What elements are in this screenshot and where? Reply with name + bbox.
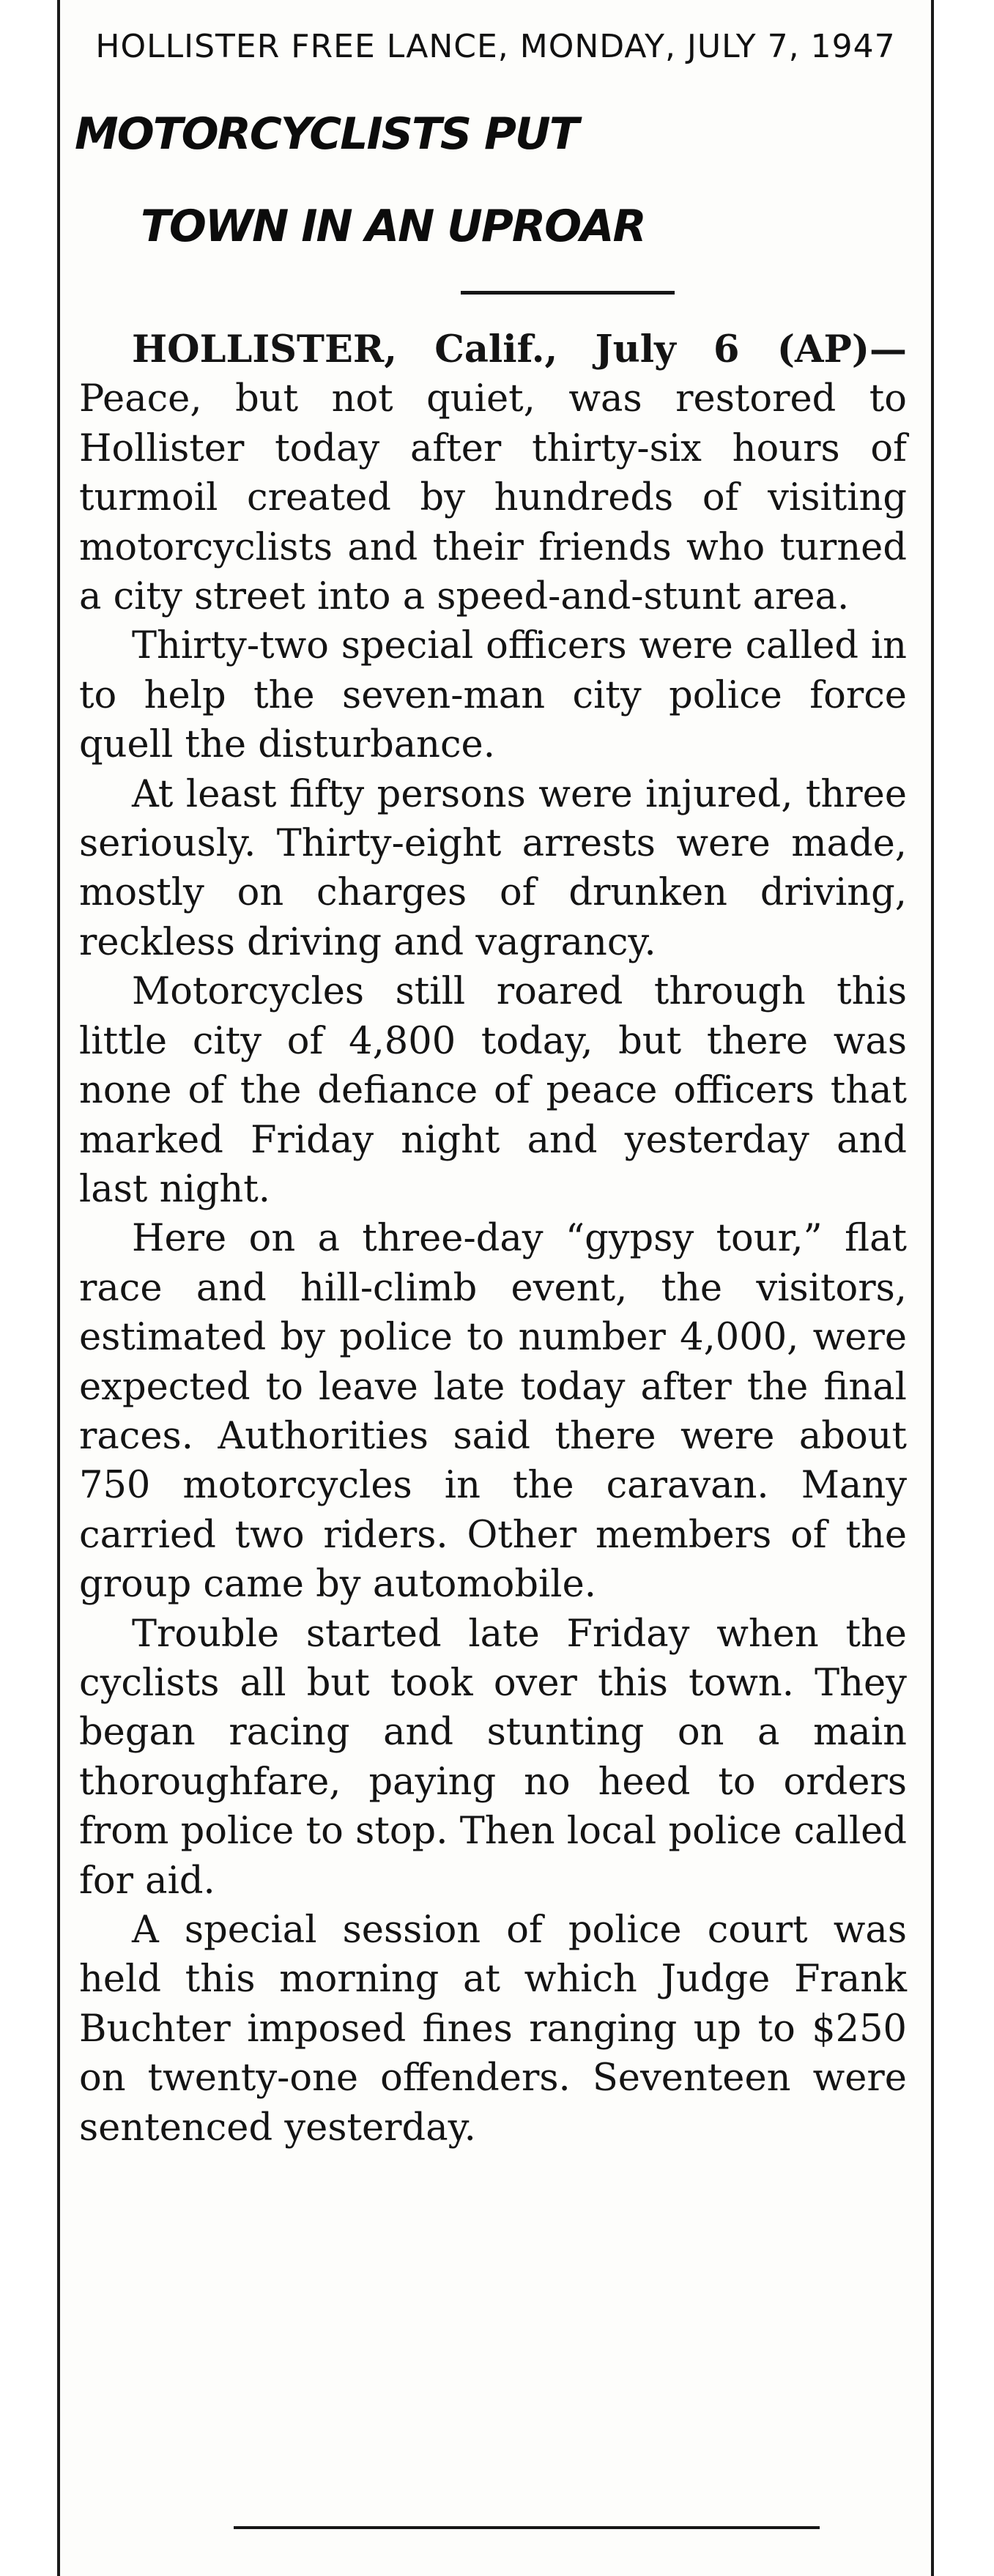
article-paragraph-6: Trouble started late Friday when the cyclists all but took over this town. They began racing and stunting on a main thoroughfare, paying no heed to orders from police to stop. Then local police called for aid. <box>79 1612 907 1903</box>
article-paragraph-2: Thirty-two special officers were called in to help the seven-man city police force quell the disturbance. <box>79 624 907 767</box>
article-paragraph-5: Here on a three-day “gypsy tour,” flat race and hill-climb event, the visitors, estimated by police to number 4,000, were expected to leave late today after the final races. Authorities said there were about 750 motorcycles in the caravan. Many carried two riders. Other members of the group came by automobile. <box>79 1217 907 1607</box>
article-paragraph-3: At least fifty persons were injured, three seriously. Thirty-eight arrests were made, mostly on charges of drunken driving, reckless driving and vagrancy. <box>79 772 907 964</box>
headline-line-1: MOTORCYCLISTS PUT <box>75 108 578 160</box>
headline <box>60 88 931 273</box>
article-body <box>79 325 907 2153</box>
headline-divider-rule <box>461 291 675 295</box>
article-paragraph-4: Motorcycles still roared through this little city of 4,800 today, but there was none of the defiance of peace officers that marked Friday night and yesterday and last night. <box>79 970 907 1211</box>
article-dateline: HOLLISTER, Calif., July 6 (AP)— <box>132 327 907 371</box>
end-of-article-rule <box>234 2526 820 2529</box>
article-paragraph-7: A special session of police court was held this morning at which Judge Frank Buchter imposed fines ranging up to $250 on twenty-one offenders. Seventeen were sentenced yesterday. <box>79 1909 907 2150</box>
headline-line-2: TOWN IN AN UPROAR <box>141 201 645 252</box>
article-paragraph-1-text: Peace, but not quiet, was restored to Hollister today after thirty-six hours of turmoil created by hundreds of visiting motorcyclists and their friends who turned a city street into a speed-and-stunt area. <box>79 377 907 619</box>
newspaper-clipping <box>57 0 934 2576</box>
newspaper-dateline: HOLLISTER FREE LANCE, MONDAY, JULY 7, 1947 <box>95 28 896 65</box>
article-paragraph-1 <box>79 325 907 621</box>
